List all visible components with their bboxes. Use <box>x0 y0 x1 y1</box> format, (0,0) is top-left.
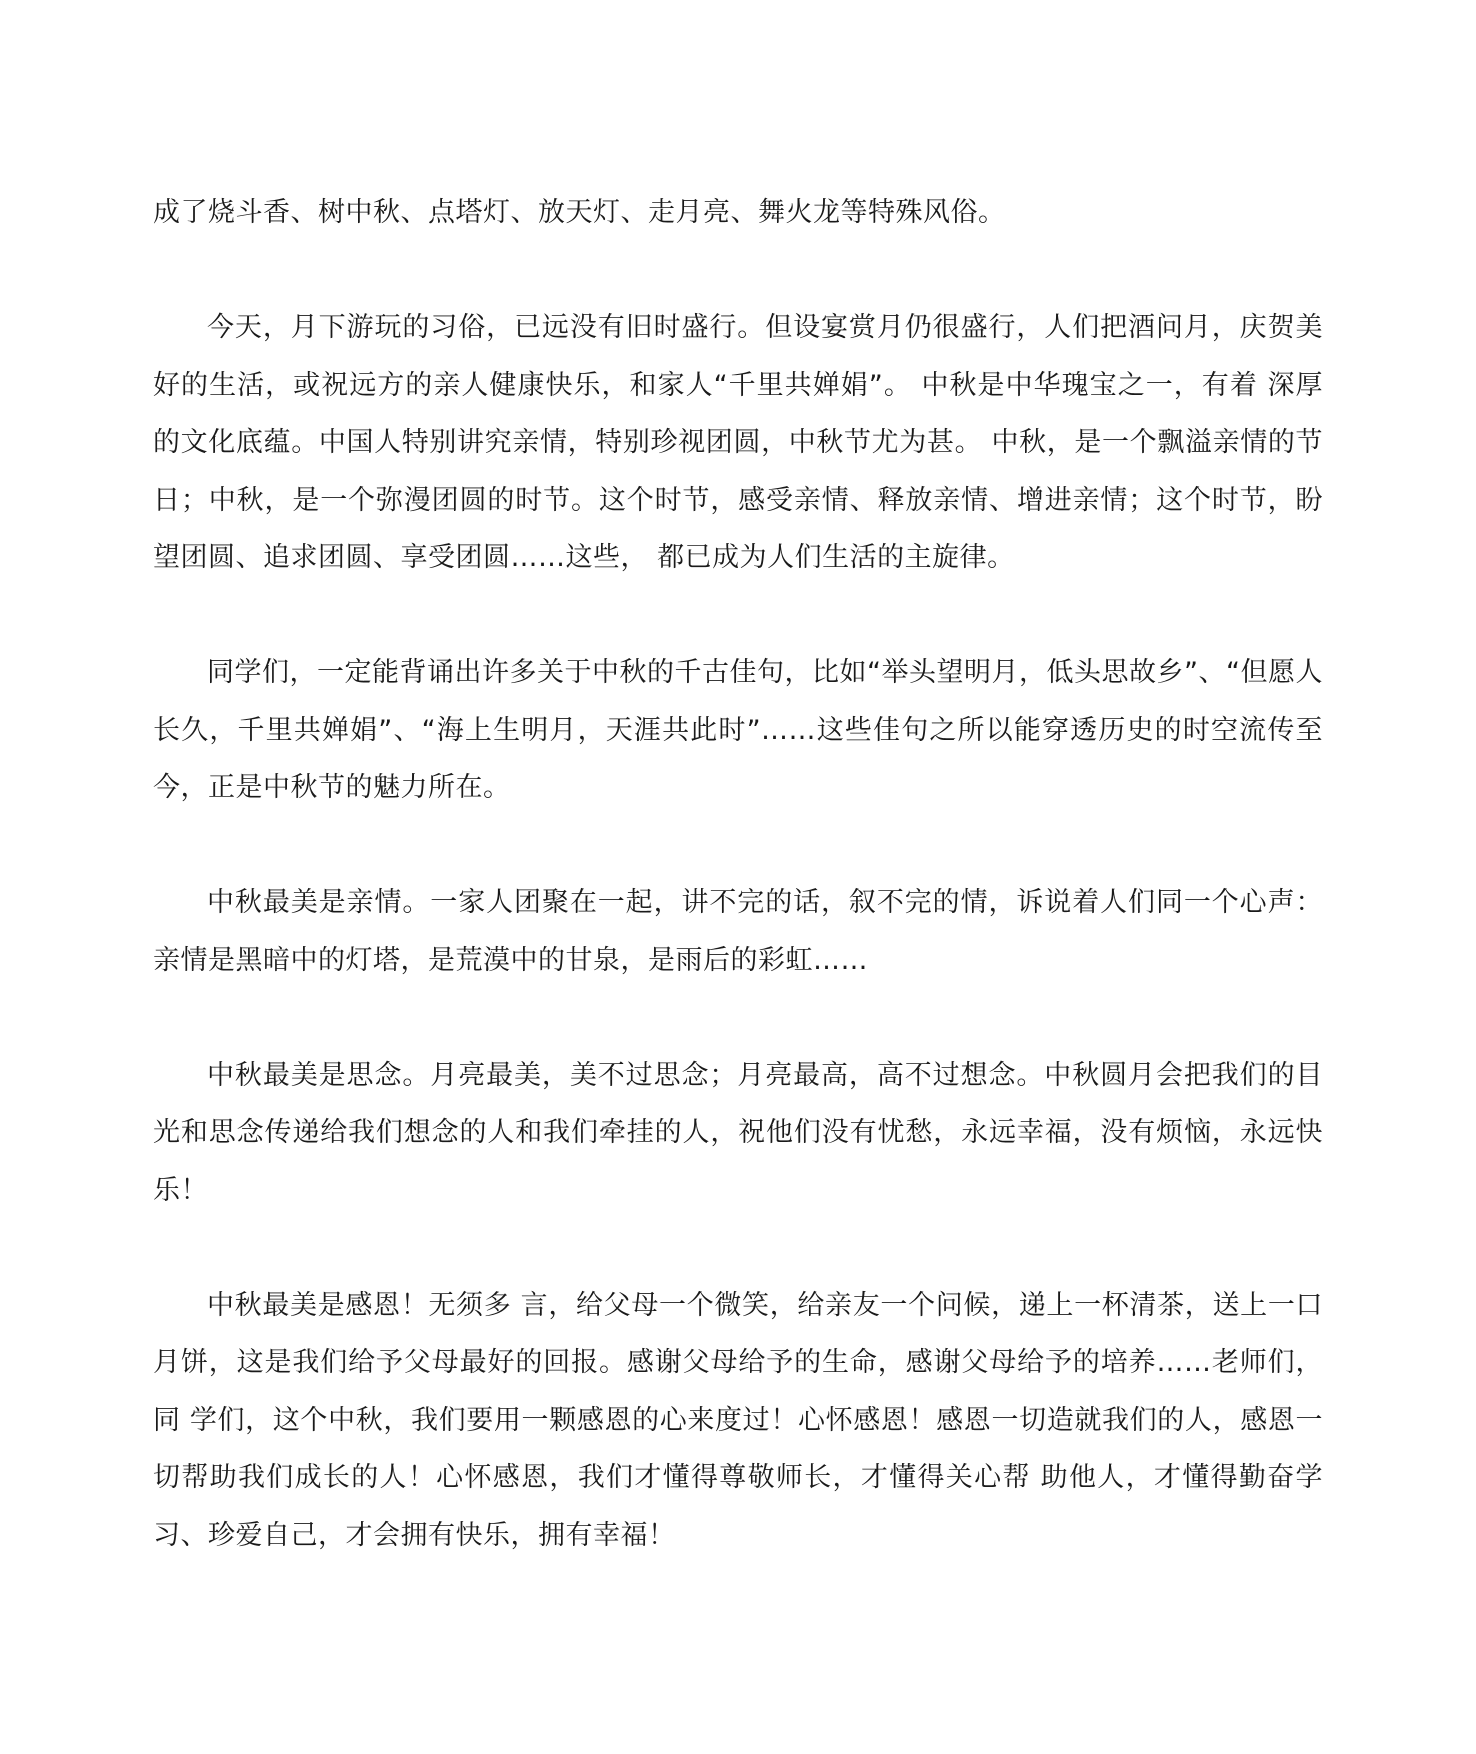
paragraph-continuation: 成了烧斗香、树中秋、点塔灯、放天灯、走月亮、舞火龙等特殊风俗。 <box>153 197 1006 228</box>
paragraph-mid-autumn-today: 今天，月下游玩的习俗，已远没有旧时盛行。但设宴赏月仍很盛行，人们把酒问月，庆贺美好的生活，或祝远方的亲人健康快乐，和家人“千里共婵娟”。 中秋是中华瑰宝之一，有着 深厚的文化底蕴。中国人特别讲究亲情，特别珍视团圆，中秋节尤为甚。 中秋，是一个飘溢亲情的节日；中秋，是一个弥漫团圆的时节。这个时节，感受亲情、释放亲情、增进亲情；这个时节，盼望团圆、追求团圆、享受团圆……这些， 都已成为人们生活的主旋律。 <box>153 312 1323 573</box>
document-body <box>153 184 1323 1622</box>
paragraph-gratitude: 中秋最美是感恩！无须多 言，给父母一个微笑，给亲友一个问候，递上一杯清茶，送上一口月饼，这是我们给予父母最好的回报。感谢父母给予的生命，感谢父母给予的培养……老师们，同 学们，这个中秋，我们要用一颗感恩的心来度过！心怀感恩！感恩一切造就我们的人，感恩一切帮助我们成长的人！心怀感恩，我们才懂得尊敬师长，才懂得关心帮 助他人，才懂得勤奋学习、珍爱自己，才会拥有快乐，拥有幸福！ <box>153 1289 1323 1551</box>
paragraph-famous-verses: 同学们，一定能背诵出许多关于中秋的千古佳句，比如“举头望明月，低头思故乡”、“但愿人长久，千里共婵娟”、“海上生明月，天涯共此时”……这些佳句之所以能穿透历史的时空流传至今，正是中秋节的魅力所在。 <box>153 657 1323 803</box>
paragraph-longing: 中秋最美是思念。月亮最美，美不过思念；月亮最高，高不过想念。中秋圆月会把我们的目光和思念传递给我们想念的人和我们牵挂的人，祝他们没有忧愁，永远幸福，没有烦恼，永远快乐！ <box>153 1059 1323 1206</box>
paragraph-family-love: 中秋最美是亲情。一家人团聚在一起，讲不完的话，叙不完的情，诉说着人们同一个心声：亲情是黑暗中的灯塔，是荒漠中的甘泉，是雨后的彩虹…… <box>153 887 1323 976</box>
